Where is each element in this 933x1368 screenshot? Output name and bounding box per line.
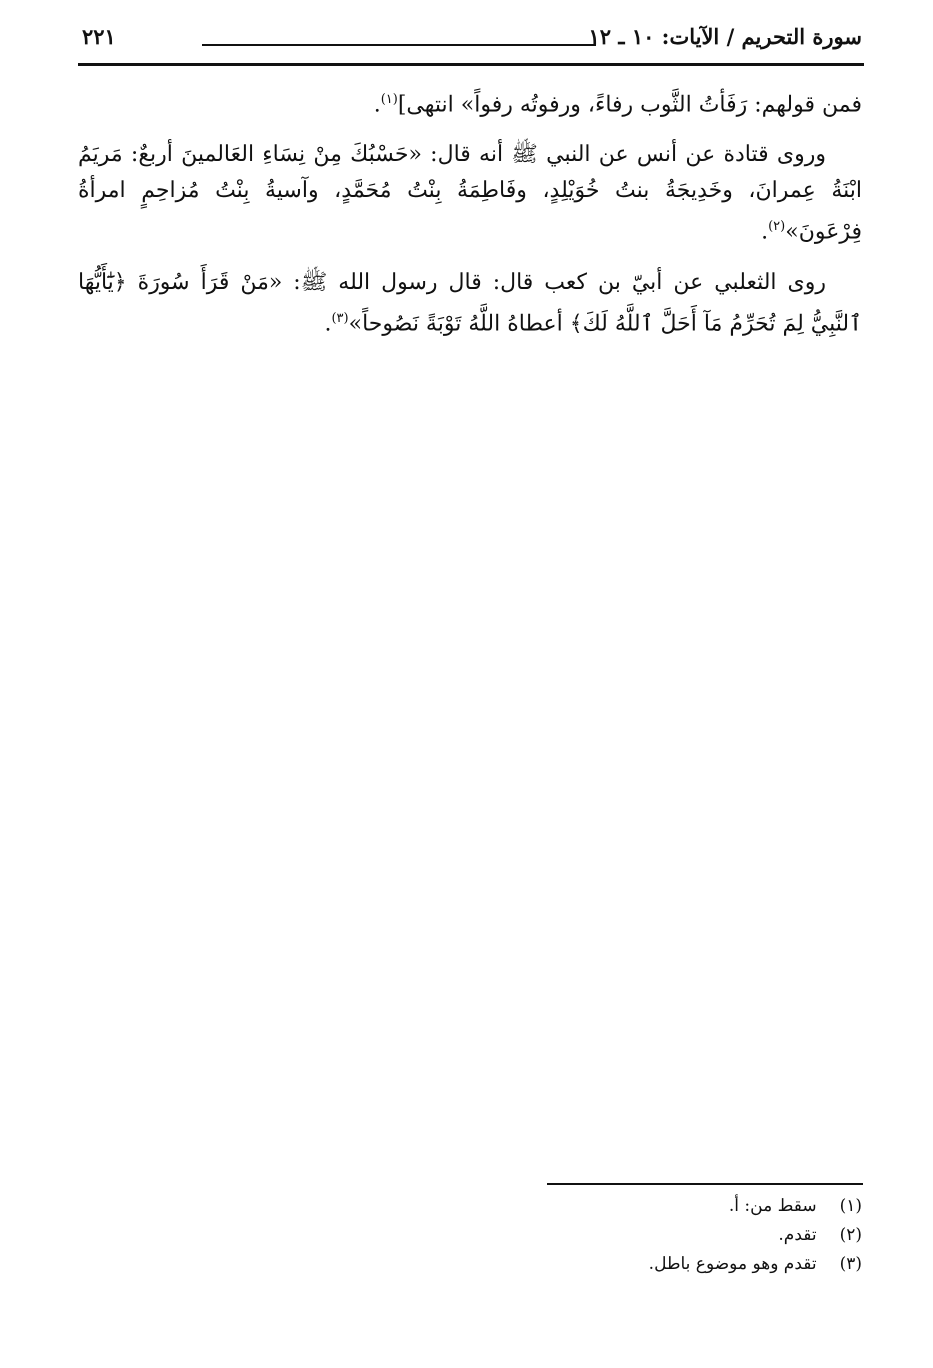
paragraph-3 bbox=[78, 265, 862, 342]
footnote-ref-3[interactable]: (٣) bbox=[331, 310, 349, 326]
paragraph-2-end: . bbox=[761, 219, 769, 245]
footnote-number: (٢) bbox=[839, 1225, 862, 1245]
paragraph-2-text: وروى قتادة عن أنس عن النبي ﷺ أنه قال: «حَسْبُكَ مِنْ نِسَاءِ العَالمينَ أربعٌ: مَريَمُ ابْنَةُ عِمرانَ، وخَدِيجَةُ بنتُ خُوَيْلِدٍ، وفَاطِمَةُ بِنْتُ مُحَمَّدٍ، وآسيةُ بِنْتُ مُزاحِمٍ امرأةُ فِرْعَونَ» bbox=[78, 142, 862, 245]
running-title: سورة التحريم / الآيات: ١٠ ـ ١٢ bbox=[588, 24, 862, 49]
footnote-separator bbox=[547, 1183, 863, 1185]
paragraph-1 bbox=[78, 82, 862, 123]
paragraph-2 bbox=[78, 137, 862, 250]
footnote-1 bbox=[78, 1192, 862, 1221]
header-dash-line bbox=[202, 44, 596, 46]
footnote-text: تقدم وهو موضوع باطل. bbox=[648, 1254, 817, 1274]
paragraph-1-end: . bbox=[373, 92, 381, 118]
paragraph-3-end: . bbox=[324, 310, 332, 336]
footnote-number: (٣) bbox=[839, 1254, 862, 1274]
footnote-ref-1[interactable]: (١) bbox=[380, 92, 398, 107]
paragraph-3-text: روى الثعلبي عن أبيّ بن كعب قال: قال رسول الله ﷺ: «مَنْ قَرَأَ سُورَةَ ﴿يَٰٓأَيُّهَا ٱلنَّبِيُّ لِمَ تُحَرِّمُ مَآ أَحَلَّ ٱللَّهُ لَكَ﴾ أعطاهُ اللَّهُ تَوْبَةً نَصُوحاً» bbox=[78, 269, 862, 336]
header-rule bbox=[78, 63, 864, 66]
footnote-2 bbox=[78, 1221, 862, 1250]
footnote-ref-2[interactable]: (٢) bbox=[768, 219, 786, 235]
footnote-3 bbox=[78, 1250, 862, 1279]
main-text bbox=[78, 82, 862, 356]
footnote-text: تقدم. bbox=[778, 1225, 817, 1245]
page-header bbox=[78, 14, 862, 64]
footnote-text: سقط من: أ. bbox=[728, 1196, 817, 1216]
footnotes bbox=[78, 1192, 862, 1279]
footnote-number: (١) bbox=[839, 1196, 862, 1216]
page-number: ٢٢١ bbox=[82, 24, 116, 49]
paragraph-1-text: فمن قولهم: رَفَأتُ الثَّوب رفاءً، ورفوتُه رفواً» انتهى] bbox=[397, 92, 862, 118]
